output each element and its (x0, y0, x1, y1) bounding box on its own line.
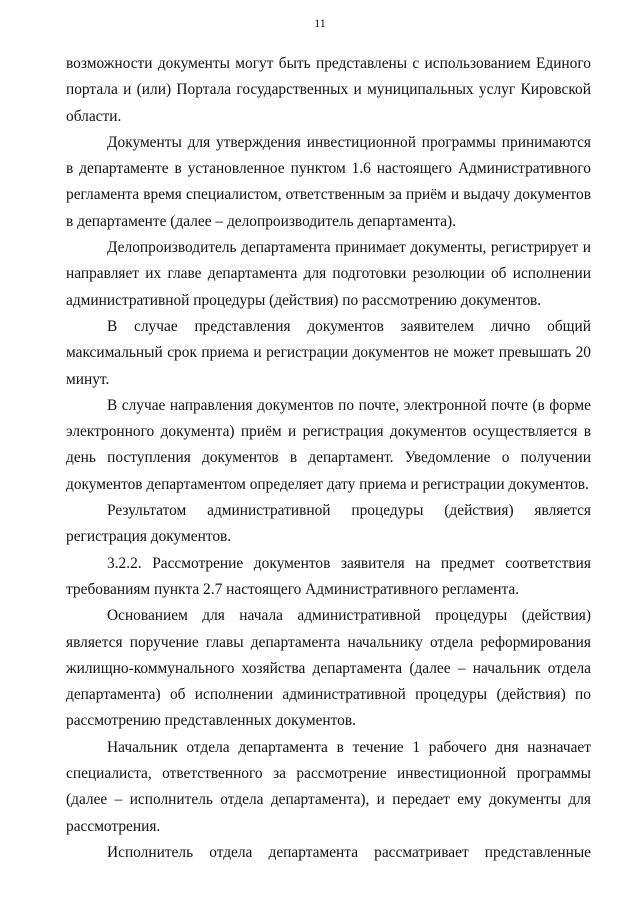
paragraph-max-time: В случае представления документов заявителем лично общий максимальный срок приема и регистрации документов не может превышать 20 минут. (66, 317, 591, 388)
paragraph-procedure-result: Результатом административной процедуры (действия) является регистрация документов. (66, 502, 591, 546)
paragraph-specialist-assignment: Начальник отдела департамента в течение 1 рабочего дня назначает специалиста, ответственного за рассмотрение инвестиционной программы (далее – исполнитель отдела департамента), и передает ему документы для рассмотрения. (66, 738, 591, 835)
paragraph-clerk-registration: Делопроизводитель департамента принимает документы, регистрирует и направляет их главе департамента для подготовки резолюции об исполнении административной процедуры (действия) по рассмотрению документов. (66, 239, 591, 309)
paragraph-continuation: возможности документы могут быть представлены с использованием Единого портала и (или) Портала государственных и муниципальных услуг Кировской области. (66, 55, 591, 125)
paragraph-procedure-basis: Основанием для начала административной процедуры (действия) является поручение главы департамента начальнику отдела реформирования жилищно-коммунального хозяйства департамента (далее – начальник отдела департамента) об исполнении административной процедуры (действия) по рассмотрению представленных документов. (66, 607, 591, 730)
paragraph-documents-acceptance: Документы для утверждения инвестиционной программы принимаются в департаменте в установленное пунктом 1.6 настоящего Административного регламента время специалистом, ответственным за приём и выдачу документов в департаменте (далее – делопроизводитель департамента). (66, 133, 591, 230)
paragraph-section-3-2-2: 3.2.2. Рассмотрение документов заявителя на предмет соответствия требованиям пункта 2.7 настоящего Административного регламента. (66, 554, 591, 598)
page-number: 11 (314, 16, 326, 30)
document-body (66, 51, 591, 866)
paragraph-executor-review: Исполнитель отдела департамента рассматривает представленные (107, 843, 591, 861)
paragraph-mail-submission: В случае направления документов по почте, электронной почте (в форме электронного документа) приём и регистрация документов осуществляется в день поступления документов в департамент. Уведомление о получении документов департаментом определяет дату приема и регистрации документов. (66, 396, 591, 493)
